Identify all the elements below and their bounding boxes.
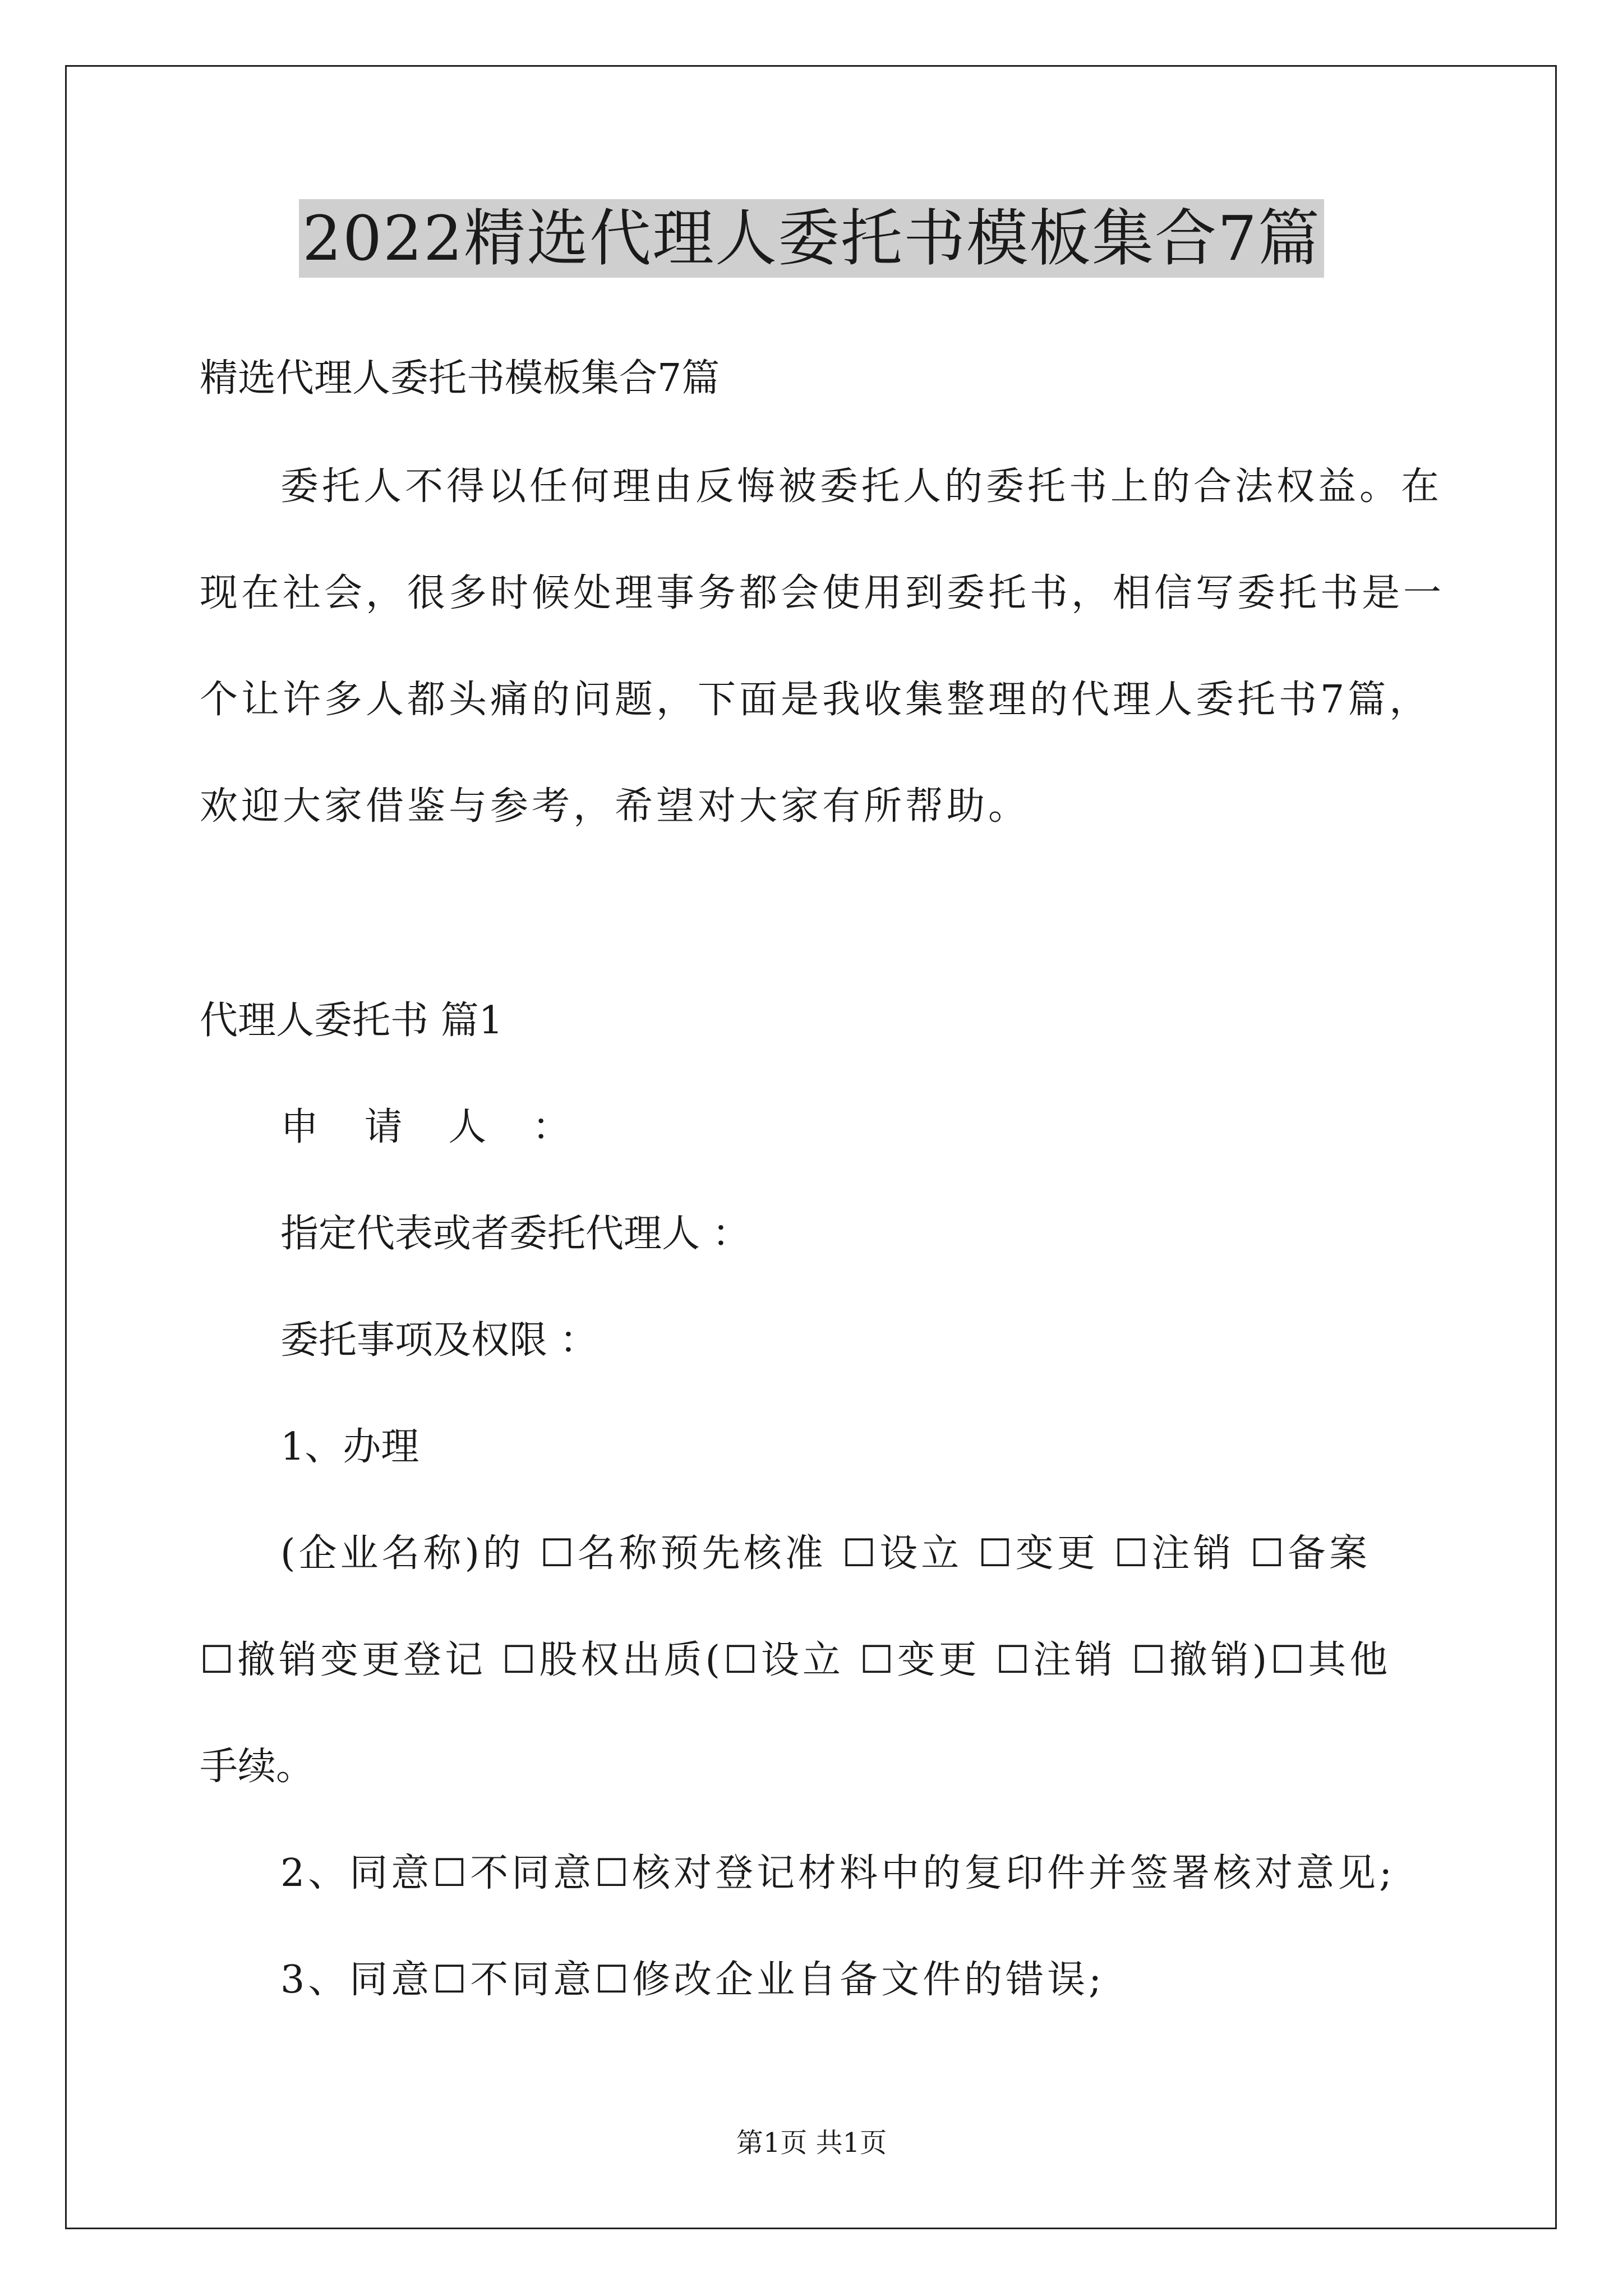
title-container bbox=[0, 199, 1623, 278]
item-1-options-line-1: (企业名称)的 ☐名称预先核准 ☐设立 ☐变更 ☐注销 ☐备案 bbox=[280, 1531, 1371, 1576]
item-1-label: 1、办理 bbox=[280, 1425, 419, 1469]
document-title: 2022精选代理人委托书模板集合7篇 bbox=[299, 199, 1324, 278]
page-footer: 第1页 共1页 bbox=[736, 2127, 887, 2159]
intro-line-4: 欢迎大家借鉴与参考，希望对大家有所帮助。 bbox=[200, 784, 1030, 829]
item-3-text: 3、同意☐不同意☐修改企业自备文件的错误; bbox=[280, 1958, 1105, 2002]
intro-line-3: 个让许多人都头痛的问题，下面是我收集整理的代理人委托书7篇， bbox=[200, 678, 1431, 722]
item-1-options-line-2: ☐撤销变更登记 ☐股权出质(☐设立 ☐变更 ☐注销 ☐撤销)☐其他 bbox=[200, 1638, 1391, 1682]
item-2-text: 2、同意☐不同意☐核对登记材料中的复印件并签署核对意见; bbox=[280, 1851, 1396, 1895]
section-heading: 代理人委托书 篇1 bbox=[200, 999, 503, 1043]
authority-label: 委托事项及权限 ： bbox=[280, 1318, 598, 1363]
document-subtitle: 精选代理人委托书模板集合7篇 bbox=[200, 356, 720, 401]
intro-line-1: 委托人不得以任何理由反悔被委托人的委托书上的合法权益。在 bbox=[280, 464, 1443, 509]
applicant-label: 申 请 人 ： bbox=[280, 1105, 587, 1149]
representative-label: 指定代表或者委托代理人 ： bbox=[280, 1212, 750, 1256]
item-1-options-line-3: 手续。 bbox=[200, 1745, 315, 1789]
intro-line-2: 现在社会，很多时候处理事务都会使用到委托书，相信写委托书是一 bbox=[200, 571, 1445, 615]
